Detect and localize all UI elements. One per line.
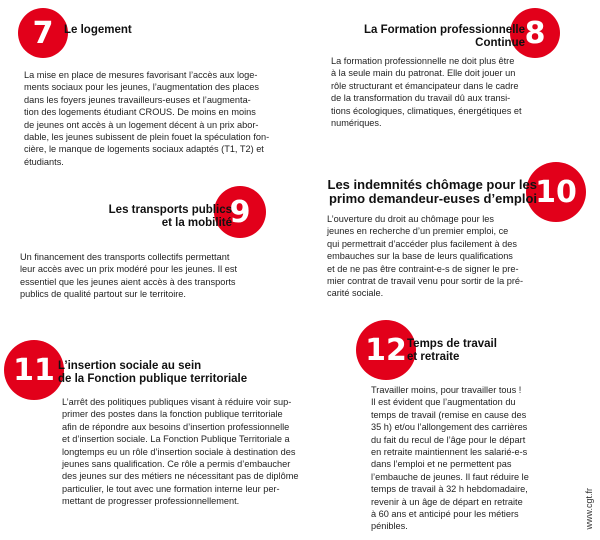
section-12-body-line: pénibles. (371, 521, 408, 532)
section-11-body-line: mettant de progresser professionnellement. (62, 496, 240, 507)
section-8-body-line: numériques. (331, 118, 382, 129)
section-7-title-line: Le logement (64, 24, 132, 36)
section-12-title (407, 338, 497, 364)
section-11-body-line: et d’insertion sociale. La Fonction Publique Territoriale a (62, 434, 290, 445)
section-12-body-line: revenir à un âge de départ en retraite (371, 496, 523, 507)
section-8-number-badge: 8 (510, 8, 560, 58)
section-10-body-line: jeunes en recherche d’un premier emploi, ce (327, 226, 509, 237)
section-9-body (20, 251, 237, 301)
section-11-body-line: L’arrêt des politiques publiques visant à réduire voir sup- (62, 397, 292, 407)
section-12-body-line: l’embauche de jeunes. Il faut réduire le (371, 471, 529, 482)
section-7-title (64, 24, 132, 37)
section-11-body-line: primer des postes dans la fonction publique territoriale (62, 409, 283, 420)
section-10-body-line: mier contrat de travail venu pour sortir de la pré- (327, 276, 524, 287)
section-10-number-badge: 10 (526, 162, 586, 222)
section-7-body-line: étudiants. (24, 156, 64, 167)
section-12-body-line: Il est évident que l’augmentation du (371, 397, 516, 408)
section-10-body-line: L’ouverture du droit au chômage pour les (327, 214, 495, 224)
section-8-title-line: Continue (475, 37, 525, 49)
section-12-body-line: en retraite maintiennent les salarié-e-s (371, 447, 528, 458)
section-12-body-line: temps de travail à 32 h hebdomadaire, (371, 484, 528, 495)
section-12-body-line: à 60 ans et anticipé pour les métiers (371, 509, 519, 520)
section-10-body-line: qui permettrait d’accéder plus facilement à des (327, 238, 517, 249)
section-10-title (328, 178, 538, 206)
section-11-body (62, 396, 298, 508)
section-11-body-line: particulier, le tout avec une formation interne leur per- (62, 483, 280, 494)
section-9-body-line: essentiel que les jeunes aient accès à des transports (20, 276, 236, 287)
section-10-body-line: et de ne pas être contraint-e-s de signer le pre- (327, 263, 519, 274)
section-11-title (58, 360, 247, 386)
section-7-body-line: dans les foyers jeunes travailleurs-euses et l’augmenta- (24, 94, 251, 105)
section-11-title-line: L’insertion sociale au sein (58, 360, 202, 372)
website-watermark: www.cgt.fr (584, 488, 594, 530)
section-10-body-line: embauches sur la base de leurs qualifications (327, 251, 513, 262)
section-12-body (371, 384, 529, 533)
section-9-number-badge: 9 (214, 186, 266, 238)
section-7-body-line: cière, le manque de logements sociaux adaptés (T1, T2) et (24, 144, 264, 155)
section-12-body-line: Travailler moins, pour travailler tous ! (371, 385, 522, 395)
section-12-title-line: Temps de travail (407, 338, 497, 350)
section-11-number-badge: 11 (4, 340, 64, 400)
section-9-title (104, 204, 232, 230)
section-8-body-line: rôle structurant et émancipateur dans le cadre (331, 80, 519, 91)
section-9-title-line: Les transports publics (108, 204, 232, 216)
section-11-body-line: afin de répondre aux besoins d’insertion professionnelle (62, 421, 290, 432)
section-9-body-line: publics de qualité partout sur le territoire. (20, 289, 186, 300)
section-10-title-line: Les indemnités chômage pour les (327, 177, 537, 192)
section-9-body-line: leur accès avec un prix modéré pour les jeunes. Il est (20, 264, 238, 275)
section-7-body-line: de jeunes ont accès à un logement décent à un prix abor- (24, 119, 259, 130)
section-12-title-line: et retraite (407, 351, 460, 363)
section-8-title-line: La Formation professionnelle (363, 24, 525, 36)
section-9-title-line: et la mobilité (161, 217, 232, 229)
section-12-number-badge: 12 (356, 320, 416, 380)
section-12-body-line: 35 h) et/ou l’allongement des carrières (371, 422, 528, 433)
section-12-body-line: temps de travail (remise en cause des (371, 409, 527, 420)
section-7-body-line: ments sociaux pour les jeunes, l’augmentation des places (24, 82, 259, 93)
section-7-number-badge: 7 (18, 8, 68, 58)
section-7-body-line: La mise en place de mesures favorisant l’accès aux loge- (24, 70, 258, 80)
section-12-body-line: dans l’emploi et ne permettent pas (371, 459, 512, 470)
section-12-body-line: du fait du recul de l’âge pour le départ (371, 434, 526, 445)
section-8-body-line: tions écologiques, climatiques, énergétiques et (331, 105, 522, 116)
section-11-body-line: jeunes sans qualification. Ce rôle a permis d’embaucher (62, 459, 291, 470)
section-8-body-line: à la seule main du patronat. Elle doit jouer un (331, 68, 516, 79)
section-8-body-line: de la transformation du travail dû aux transi- (331, 93, 511, 104)
section-8-body-line: La formation professionnelle ne doit plus être (331, 56, 515, 66)
section-11-body-line: longtemps eu un rôle d’insertion sociale à destination des (62, 446, 296, 457)
section-9-body-line: Un financement des transports collectifs permettant (20, 252, 230, 262)
section-7-body (24, 69, 269, 168)
section-11-body-line: des jeunes sur des métiers ne nécessitant pas de diplôme (62, 471, 299, 482)
section-8-title (364, 24, 525, 50)
section-10-body (327, 213, 523, 300)
section-11-title-line: de la Fonction publique territoriale (58, 373, 248, 385)
section-10-title-line: primo demandeur-euses d’emploi (328, 191, 537, 206)
section-10-body-line: carité sociale. (327, 288, 384, 299)
section-8-body (331, 55, 522, 129)
section-7-body-line: dable, les jeunes subissent de plein fouet la spéculation fon- (24, 132, 270, 143)
section-7-body-line: tion des logements étudiant CROUS. De moins en moins (24, 107, 256, 118)
